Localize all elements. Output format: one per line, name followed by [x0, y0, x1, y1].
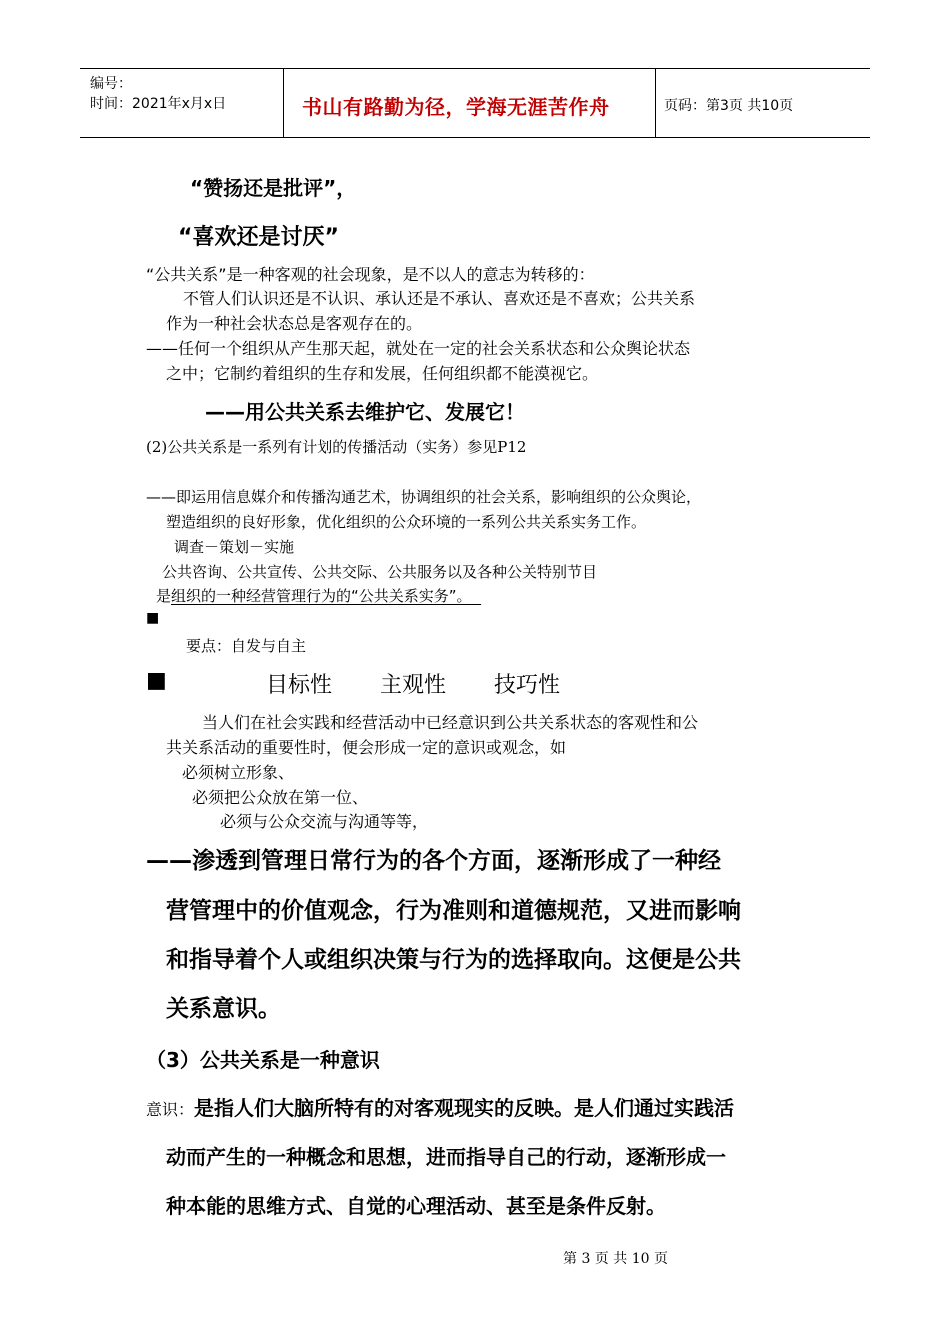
- header-motto: 书山有路勤为径，学海无涯苦作舟: [302, 95, 610, 119]
- section2-title: (2)公共关系是一系列有计划的传播活动（实务）参见P12: [146, 438, 527, 456]
- header-middle-cell: [284, 69, 656, 137]
- para1-line2: 不管人们认识还是不认识、承认还是不承认、喜欢还是不喜欢；公共关系: [183, 289, 696, 308]
- page-header: [80, 68, 870, 138]
- underline-trail: [472, 587, 482, 605]
- definition-line3: 种本能的思维方式、自觉的心理活动、甚至是条件反射。: [166, 1194, 666, 1218]
- para3-line1: 当人们在社会实践和经营活动中已经意识到公共关系状态的客观性和公: [202, 713, 699, 732]
- para1-line3: 作为一种社会状态总是客观存在的。: [166, 314, 423, 333]
- header-right-cell: [656, 69, 870, 137]
- section2-summary-underlined: 组织的一种经营管理行为的“公共关系实务”。: [171, 587, 472, 605]
- para1-line1: “公共关系”是一种客观的社会现象，是不以人的意志为转移的：: [146, 265, 595, 284]
- section2-steps: 调查－策划－实施: [174, 538, 295, 556]
- document-number-label: 编号：: [90, 76, 132, 92]
- bold-line3: 和指导着个人或组织决策与行为的选择取向。这便是公共: [166, 947, 741, 973]
- para2-line1: ——任何一个组织从产生那天起，就处在一定的社会关系状态和公众舆论状态: [146, 339, 691, 358]
- definition-line1: [146, 1092, 734, 1121]
- section2-summary: [156, 585, 481, 606]
- list-item-image: 必须树立形象、: [182, 763, 295, 782]
- definition-line2: 动而产生的一种概念和思想，进而指导自己的行动，逐渐形成一: [166, 1145, 726, 1169]
- definition-label: 意识：: [146, 1100, 195, 1119]
- para3-line2: 共关系活动的重要性时，便会形成一定的意识或观念，如: [166, 738, 567, 757]
- quote-praise: “赞扬还是批评”，: [190, 176, 357, 200]
- document-time-label: 时间：2021年x月x日: [90, 96, 227, 112]
- slogan: ——用公共关系去维护它、发展它！: [205, 400, 525, 424]
- key-points: 要点：自发与自主: [186, 637, 307, 655]
- page-footer: 第 3 页 共 10 页: [563, 1251, 668, 1267]
- list-item-communication: 必须与公众交流与沟通等等，: [220, 812, 429, 831]
- bold-line1: ——渗透到管理日常行为的各个方面，逐渐形成了一种经: [146, 848, 721, 874]
- bullet-square-small: ■: [146, 610, 160, 626]
- bold-line4: 关系意识。: [166, 996, 281, 1022]
- section2-types: 公共咨询、公共宣传、公共交际、公共服务以及各种公关特别节目: [162, 563, 598, 581]
- section3-title: （3）公共关系是一种意识: [146, 1048, 380, 1072]
- header-page-info: 页码：第3页 共10页: [664, 98, 794, 114]
- list-item-public-first: 必须把公众放在第一位、: [192, 788, 369, 807]
- trait-goal: 目标性: [266, 673, 333, 698]
- header-left-cell: [80, 69, 284, 137]
- section2-line2: 塑造组织的良好形象，优化组织的公众环境的一系列公共关系实务工作。: [166, 513, 647, 531]
- section2-line1: ——即运用信息媒介和传播沟通艺术，协调组织的社会关系，影响组织的公众舆论，: [146, 488, 702, 506]
- definition-text-1: 是指人们大脑所特有的对客观现实的反映。是人们通过实践活: [194, 1096, 735, 1120]
- section2-summary-prefix: 是: [156, 587, 172, 605]
- bold-line2: 营管理中的价值观念，行为准则和道德规范，又进而影响: [166, 898, 741, 924]
- para2-line2: 之中；它制约着组织的生存和发展，任何组织都不能漠视它。: [166, 364, 599, 383]
- bullet-square-large: ■: [146, 668, 167, 693]
- quote-like: “喜欢还是讨厌”: [178, 225, 339, 250]
- trait-subjective: 主观性: [380, 673, 447, 698]
- trait-skill: 技巧性: [494, 673, 561, 698]
